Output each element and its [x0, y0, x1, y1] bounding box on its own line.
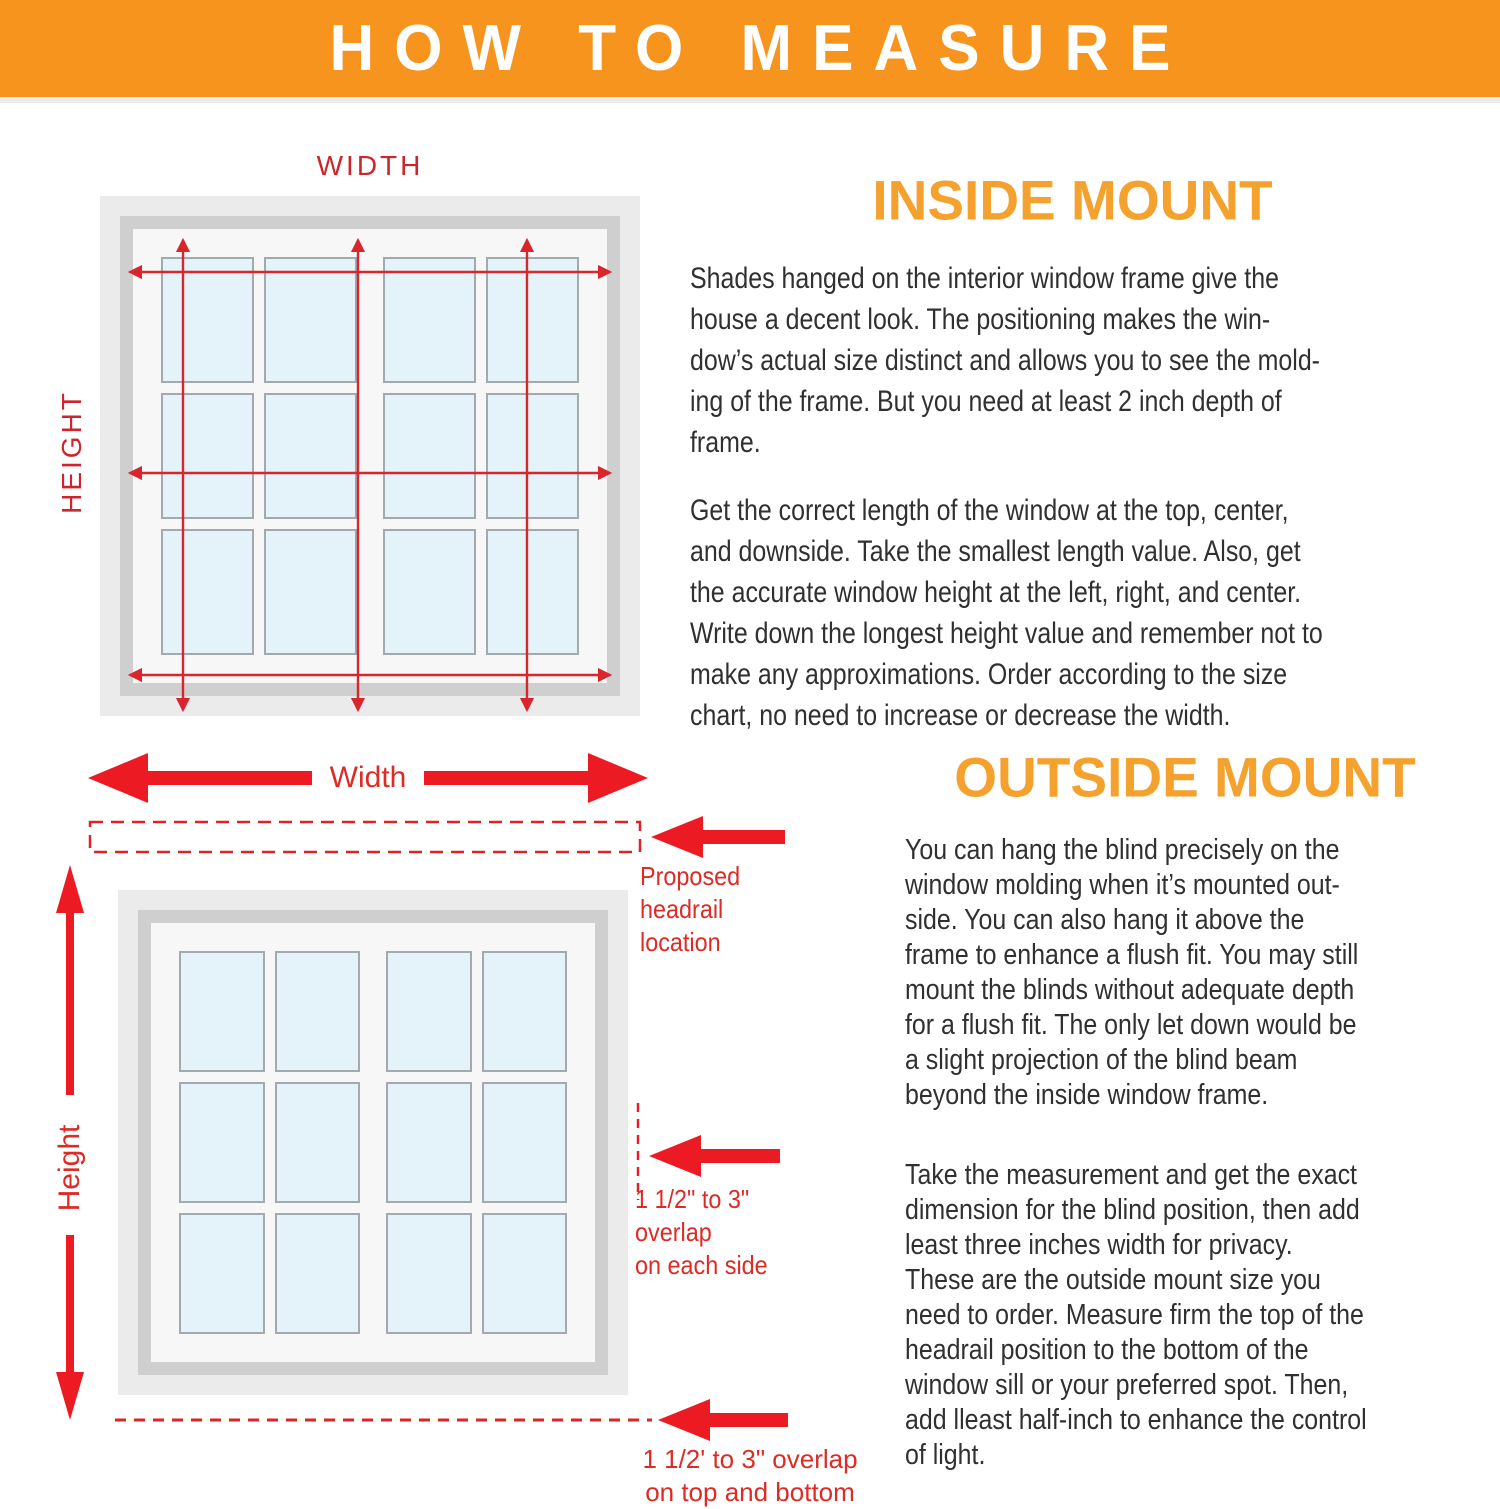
outside-mount-section — [905, 745, 1465, 1473]
window-pane — [386, 1213, 472, 1334]
window-sash — [386, 951, 567, 1334]
proposed-headrail-dashed-box — [90, 822, 640, 852]
inside-mount-paragraph-2: Get the correct length of the window at the top, center, and downside. Take the smallest length value. Also, get the accurate window height at the left, right, and center. Write down the longest height value and remember not to make any approximations. Order according to the size chart, no need to increase or decrease the width. — [690, 494, 1323, 732]
inside-mount-heading: INSIDE MOUNT — [872, 168, 1273, 232]
window-pane — [386, 951, 472, 1072]
window-pane — [486, 393, 579, 519]
window-pane — [383, 257, 476, 383]
window-frame-inner — [151, 923, 595, 1362]
window-pane — [275, 951, 361, 1072]
outside-mount-paragraph-2: Take the measurement and get the exact dimension for the blind position, then add least three inches width for privacy. These are the outside mount size you need to order. Measure firm the top of the headrail position to the bottom of the window sill or your preferred spot. Then, add lleast half-inch to enhance the control of light. — [905, 1159, 1367, 1471]
inside-mount-diagram — [55, 140, 655, 725]
width-label: WIDTH — [316, 150, 424, 181]
header-banner — [0, 0, 1500, 103]
window-pane — [383, 529, 476, 655]
window-frame-shadow — [120, 216, 620, 696]
window-pane — [161, 393, 254, 519]
headrail-pointer-arrow — [651, 816, 785, 858]
window-pane — [264, 529, 357, 655]
height-arrow-top — [56, 865, 84, 1095]
height-arrow-bottom — [56, 1235, 84, 1420]
window-pane — [179, 951, 265, 1072]
width-arrow-left — [88, 753, 312, 803]
window-frame — [118, 890, 628, 1395]
window-illustration — [100, 196, 640, 716]
outside-mount-paragraph-1: You can hang the blind precisely on the window molding when it’s mounted out- side. You can also hang it above the frame to enhance a flush fit. You may still mount the blinds without adequate depth for a flush fit. The only let down would be a slight projection of the blind beam beyond the inside window frame. — [905, 834, 1359, 1111]
window-sash — [161, 257, 357, 655]
window-pane — [386, 1082, 472, 1203]
window-pane — [486, 529, 579, 655]
window-pane — [179, 1082, 265, 1203]
outside-mount-heading: OUTSIDE MOUNT — [954, 745, 1416, 809]
window-glazing — [161, 257, 579, 655]
window-pane — [482, 1082, 568, 1203]
window-frame-shadow — [138, 910, 608, 1375]
window-pane — [179, 1213, 265, 1334]
top-bottom-overlap-note: 1 1/2' to 3" overlap on top and bottom — [642, 1444, 858, 1507]
window-pane — [482, 951, 568, 1072]
window-pane — [264, 393, 357, 519]
inside-mount-section — [690, 168, 1455, 736]
window-glazing — [179, 951, 567, 1334]
window-sash — [383, 257, 579, 655]
width-label: Width — [329, 761, 407, 794]
window-sash — [179, 951, 360, 1334]
window-pane — [486, 257, 579, 383]
height-label: HEIGHT — [56, 390, 87, 514]
window-mullion — [360, 951, 386, 1334]
window-illustration — [118, 890, 628, 1395]
window-pane — [161, 529, 254, 655]
bottom-overlap-pointer-arrow — [658, 1399, 788, 1441]
window-mullion — [357, 257, 383, 655]
window-frame — [100, 196, 640, 716]
side-overlap-pointer-arrow — [649, 1135, 780, 1177]
proposed-headrail-note: Proposed headrail location — [640, 861, 741, 957]
window-pane — [275, 1213, 361, 1334]
window-pane — [275, 1082, 361, 1203]
outside-mount-diagram — [40, 745, 858, 1507]
window-pane — [383, 393, 476, 519]
window-pane — [264, 257, 357, 383]
window-pane — [482, 1213, 568, 1334]
height-label: Height — [53, 1124, 86, 1212]
side-overlap-note: 1 1/2" to 3" overlap on each side — [635, 1184, 768, 1280]
window-frame-inner — [133, 229, 607, 683]
inside-mount-paragraph-1: Shades hanged on the interior window frame give the house a decent look. The positioning makes the win- dow’s actual size distinct and allows you to see the mold- ing of the frame. But you need at least 2 inch depth of frame. — [690, 262, 1320, 459]
width-arrow-right — [424, 753, 648, 803]
window-pane — [161, 257, 254, 383]
page-title: HOW TO MEASURE — [329, 12, 1191, 85]
